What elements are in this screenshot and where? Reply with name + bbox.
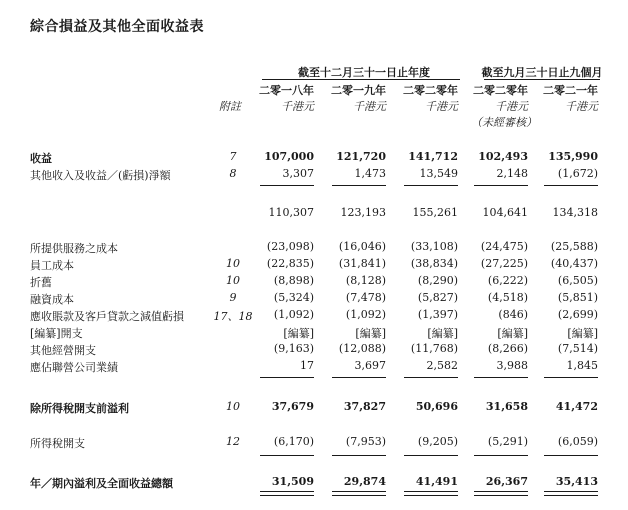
row-value: (24,475) [480, 240, 528, 253]
row-value: (9,205) [417, 435, 458, 448]
subtotal-rule [404, 455, 458, 456]
unaudited-label: （未經審核） [471, 116, 537, 129]
row-value: 26,367 [485, 475, 528, 488]
row-value: (5,291) [487, 435, 528, 448]
row-value: 37,679 [271, 400, 314, 413]
year-header-2020-nine-months: 二零二零年 [473, 84, 528, 97]
row-value: (8,128) [345, 274, 386, 287]
subtotal-rule [404, 377, 458, 378]
row-label: 應佔聯營公司業績 [30, 361, 118, 374]
row-label: 其他收入及收益／(虧損)淨額 [30, 169, 171, 182]
row-value: 41,491 [415, 475, 458, 488]
row-value: (1,397) [417, 308, 458, 321]
subtotal-rule [474, 185, 528, 186]
row-value: 41,472 [555, 400, 598, 413]
row-value: 29,874 [343, 475, 386, 488]
row-value: (11,768) [410, 342, 458, 355]
row-value: 2,582 [426, 359, 458, 372]
row-value: 104,641 [482, 206, 528, 219]
subtotal-rule [332, 455, 386, 456]
subtotal-rule [544, 455, 598, 456]
total-double-rule [544, 491, 598, 496]
unit-header-2020-nine-months: 千港元 [495, 100, 528, 113]
row-value: 3,307 [282, 167, 314, 180]
row-note-ref: 12 [226, 435, 240, 448]
row-value: 1,845 [566, 359, 598, 372]
row-note-ref: 8 [229, 167, 237, 180]
row-value: [編纂] [355, 327, 386, 340]
row-value: 3,697 [354, 359, 386, 372]
row-value: (33,108) [410, 240, 458, 253]
row-note-ref: 10 [226, 400, 240, 413]
subtotal-rule [474, 455, 528, 456]
total-double-rule [474, 491, 528, 496]
total-double-rule [404, 491, 458, 496]
subtotal-rule [260, 455, 314, 456]
row-value: 13,549 [419, 167, 458, 180]
subtotal-rule [332, 185, 386, 186]
row-value: 2,148 [496, 167, 528, 180]
subtotal-rule [260, 377, 314, 378]
row-value: (846) [498, 308, 528, 321]
subtotal-rule [544, 377, 598, 378]
row-value: 50,696 [415, 400, 458, 413]
row-value: 107,000 [264, 150, 314, 163]
row-note-ref: 9 [229, 291, 237, 304]
row-value: 110,307 [268, 206, 314, 219]
row-value: [編纂] [427, 327, 458, 340]
row-note-ref: 10 [226, 274, 240, 287]
row-value: (6,505) [557, 274, 598, 287]
row-value: 1,473 [354, 167, 386, 180]
row-value: (7,514) [557, 342, 598, 355]
note-column-header: 附註 [219, 100, 241, 113]
row-value: (22,835) [266, 257, 314, 270]
header-annual-period: 截至十二月三十一日止年度 [298, 66, 430, 79]
row-value: [編纂] [497, 327, 528, 340]
row-value: (5,827) [417, 291, 458, 304]
subtotal-rule [404, 185, 458, 186]
unit-header-2018: 千港元 [281, 100, 314, 113]
row-value: 3,988 [496, 359, 528, 372]
row-value: 31,658 [485, 400, 528, 413]
row-value: (40,437) [550, 257, 598, 270]
header-annual-underline [262, 79, 460, 80]
subtotal-rule [260, 185, 314, 186]
row-label: 除所得稅開支前溢利 [30, 402, 129, 415]
row-value: [編纂] [283, 327, 314, 340]
row-label: 收益 [30, 152, 52, 165]
header-nine-month-underline [484, 79, 600, 80]
row-label: 員工成本 [30, 259, 74, 272]
row-value: (25,588) [550, 240, 598, 253]
row-note-ref: 17、18 [213, 310, 253, 323]
row-label: 融資成本 [30, 293, 74, 306]
statement-title: 綜合損益及其他全面收益表 [30, 19, 204, 35]
row-value: 135,990 [548, 150, 598, 163]
row-value: (31,841) [338, 257, 386, 270]
row-value: (7,953) [345, 435, 386, 448]
row-value: (12,088) [338, 342, 386, 355]
year-header-2020: 二零二零年 [403, 84, 458, 97]
row-value: (38,834) [410, 257, 458, 270]
row-label: 其他經營開支 [30, 344, 96, 357]
row-value: (6,222) [487, 274, 528, 287]
row-value: (2,699) [557, 308, 598, 321]
year-header-2018: 二零一八年 [259, 84, 314, 97]
row-value: 35,413 [555, 475, 598, 488]
total-double-rule [260, 491, 314, 496]
row-value: (16,046) [338, 240, 386, 253]
row-value: (6,059) [557, 435, 598, 448]
row-value: (4,518) [487, 291, 528, 304]
row-value: 121,720 [336, 150, 386, 163]
row-note-ref: 7 [229, 150, 237, 163]
subtotal-rule [474, 377, 528, 378]
row-label: 所提供服務之成本 [30, 242, 118, 255]
row-value: [編纂] [567, 327, 598, 340]
row-value: 17 [300, 359, 314, 372]
row-label: 折舊 [30, 276, 52, 289]
row-value: 141,712 [408, 150, 458, 163]
row-value: 37,827 [343, 400, 386, 413]
row-value: (1,672) [557, 167, 598, 180]
year-header-2021-nine-months: 二零二一年 [543, 84, 598, 97]
row-value: (9,163) [273, 342, 314, 355]
row-value: 134,318 [552, 206, 598, 219]
unit-header-2019: 千港元 [353, 100, 386, 113]
row-value: (8,898) [273, 274, 314, 287]
row-value: 102,493 [478, 150, 528, 163]
row-value: (1,092) [345, 308, 386, 321]
row-value: 155,261 [412, 206, 458, 219]
row-note-ref: 10 [226, 257, 240, 270]
row-value: (1,092) [273, 308, 314, 321]
unit-header-2021-nine-months: 千港元 [565, 100, 598, 113]
row-value: (8,290) [417, 274, 458, 287]
row-value: (5,851) [557, 291, 598, 304]
row-value: (23,098) [266, 240, 314, 253]
subtotal-rule [544, 185, 598, 186]
row-value: (5,324) [273, 291, 314, 304]
unit-header-2020: 千港元 [425, 100, 458, 113]
row-value: 123,193 [340, 206, 386, 219]
row-value: (8,266) [487, 342, 528, 355]
row-value: 31,509 [271, 475, 314, 488]
row-label: 應收賬款及客戶貸款之減值虧損 [30, 310, 184, 323]
year-header-2019: 二零一九年 [331, 84, 386, 97]
row-value: (7,478) [345, 291, 386, 304]
subtotal-rule [332, 377, 386, 378]
row-label: 所得稅開支 [30, 437, 85, 450]
row-value: (6,170) [273, 435, 314, 448]
row-label: [編纂]開支 [30, 327, 83, 340]
total-double-rule [332, 491, 386, 496]
row-value: (27,225) [480, 257, 528, 270]
header-nine-month-period: 截至九月三十日止九個月 [481, 66, 603, 79]
row-label: 年／期內溢利及全面收益總額 [30, 477, 173, 490]
